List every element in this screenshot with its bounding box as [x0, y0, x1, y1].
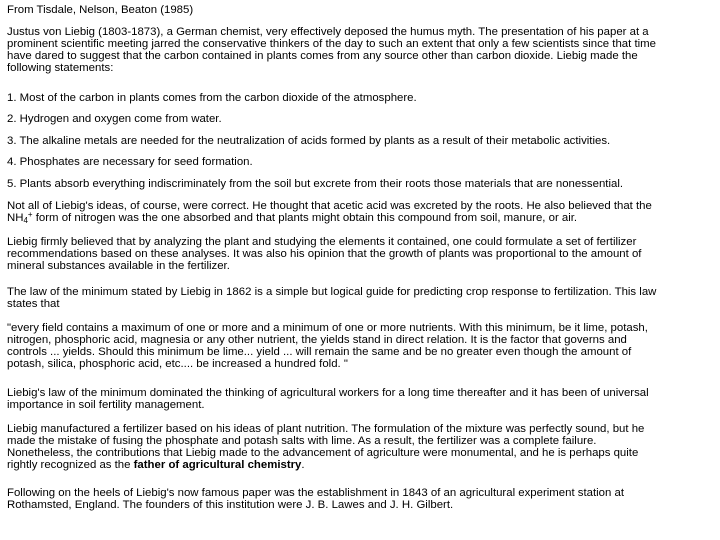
statement-text: 2. Hydrogen and oxygen come from water. [7, 113, 222, 125]
law-intro-line: The law of the minimum stated by Liebig in 1862 is a simple but logical guide for predicting crop response to fertilization. This law [7, 286, 657, 298]
statement-1 [7, 92, 707, 104]
rothamsted-line: Following on the heels of Liebig's now famous paper was the establishment in 1843 of an agricultural experiment station at [7, 487, 624, 499]
quote-line: controls ... yields. Should this minimum be lime... yield ... will remain the same and be no greater even though the amount of [7, 346, 632, 358]
ammonium-line: Not all of Liebig's ideas, of course, were correct. He thought that acetic acid was excreted by the roots. He also believed that the [7, 200, 652, 212]
statement-3 [7, 135, 707, 147]
statement-text: 1. Most of the carbon in plants comes from the carbon dioxide of the atmosphere. [7, 92, 417, 104]
fertilizer-line: Liebig manufactured a fertilizer based on his ideas of plant nutrition. The formulation of the mixture was perfectly sound, but he [7, 423, 645, 435]
analysis-line: Liebig firmly believed that by analyzing the plant and studying the elements it contained, one could formulate a set of fertilizer [7, 236, 637, 248]
intro-line: Justus von Liebig (1803-1873), a German chemist, very effectively deposed the humus myth. The presentation of his paper at a [7, 26, 649, 38]
dominated-paragraph [7, 387, 707, 411]
ammonium-formula: NH [7, 212, 24, 224]
fertilizer-paragraph [7, 423, 707, 471]
statement-text: 3. The alkaline metals are needed for the neutralization of acids formed by plants as a result of their metabolic activities. [7, 135, 611, 147]
intro-paragraph [7, 26, 707, 74]
statement-text: 4. Phosphates are necessary for seed formation. [7, 156, 253, 168]
ammonium-paragraph [7, 200, 707, 224]
fertilizer-line: Nonetheless, the contributions that Liebig made to the advancement of agriculture were monumental, and he is perhaps quite [7, 447, 639, 459]
law-intro-line: states that [7, 298, 60, 310]
rothamsted-paragraph [7, 487, 707, 511]
dominated-line: Liebig's law of the minimum dominated the thinking of agricultural workers for a long time thereafter and it has been of universal [7, 387, 649, 399]
ammonium-subscript: 4 [23, 216, 28, 225]
ammonium-rest: form of nitrogen was the one absorbed and that plants might obtain this compound from soil, manure, or air. [32, 212, 578, 224]
ammonium-line [7, 212, 707, 224]
fertilizer-line: made the mistake of fusing the phosphate and potash salts with lime. As a result, the fertilizer was a complete failure. [7, 435, 597, 447]
quote-line: potash, silica, phosphoric acid, etc.... be increased a hundred fold. " [7, 358, 348, 370]
father-of-agricultural-chemistry: father of agricultural chemistry [133, 459, 302, 471]
analysis-paragraph [7, 236, 707, 272]
fertilizer-last-post: . [301, 459, 305, 471]
source-line: From Tisdale, Nelson, Beaton (1985) [7, 4, 194, 16]
analysis-line: mineral substances available in the fertilizer. [7, 260, 230, 272]
quote-line: nitrogen, phosphoric acid, magnesia or any other nutrient, the yields stand in direct relation. It is the factor that governs and [7, 334, 627, 346]
fertilizer-last-pre: rightly recognized as the [7, 459, 134, 471]
quote-paragraph [7, 322, 707, 370]
statement-5 [7, 178, 707, 190]
fertilizer-line [7, 459, 707, 471]
statement-4 [7, 156, 707, 168]
rothamsted-line: Rothamsted, England. The founders of this institution were J. B. Lawes and J. H. Gilbert. [7, 499, 454, 511]
intro-line: have dared to suggest that the carbon contained in plants comes from any source other than carbon dioxide. Liebig made the [7, 50, 638, 62]
intro-line: following statements: [7, 62, 114, 74]
ammonium-superscript: + [27, 210, 33, 219]
quote-line: "every field contains a maximum of one or more and a minimum of one or more nutrients. With this minimum, be it lime, potash, [7, 322, 648, 334]
law-intro-paragraph [7, 286, 707, 310]
statement-text: 5. Plants absorb everything indiscriminately from the soil but excrete from their roots those materials that are nonessential. [7, 178, 624, 190]
statement-2 [7, 113, 707, 125]
analysis-line: recommendations based on these analyses. It was also his opinion that the growth of plants was proportional to the amount of [7, 248, 642, 260]
dominated-line: importance in soil fertility management. [7, 399, 205, 411]
source-citation [7, 4, 707, 16]
intro-line: prominent scientific meeting jarred the conservative thinkers of the day to such an extent that only a few scientists since that time [7, 38, 656, 50]
